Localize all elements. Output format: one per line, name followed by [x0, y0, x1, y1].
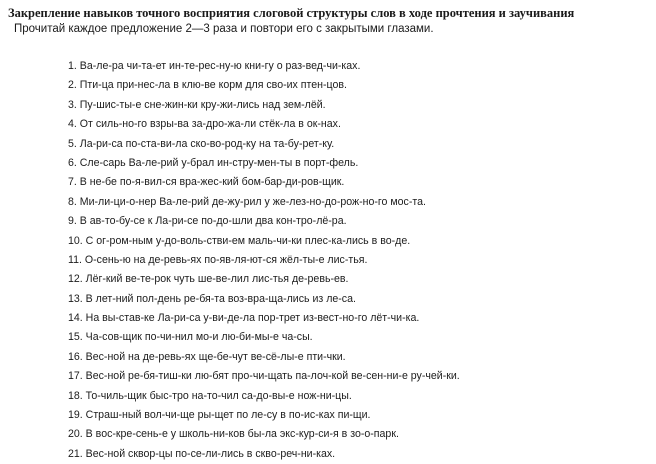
item-text: Вес-ной на де-ревь-ях ще-бе-чут ве-сё-лы-е пти-чки.: [85, 350, 346, 363]
item-number: 18.: [68, 389, 86, 402]
list-item: [68, 135, 460, 154]
item-text: На вы-став-ке Ла-ри-са у-ви-де-ла пор-трет из-вест-но-го лёт-чи-ка.: [85, 312, 420, 325]
list-item: [68, 309, 460, 328]
item-text: О-сень-ю на де-ревь-ях по-яв-ля-ют-ся жёл-ты-е лис-тья.: [84, 253, 368, 266]
item-text: В не-бе по-я-вил-ся вра-жес-кий бом-бар-ди-ров-щик.: [79, 176, 345, 189]
item-number: 11.: [68, 253, 85, 266]
list-item: [68, 348, 460, 367]
item-number: 1.: [68, 60, 80, 72]
list-item: [68, 445, 460, 464]
item-number: 17.: [68, 370, 86, 383]
list-item: [68, 193, 460, 212]
list-item: [68, 154, 460, 173]
item-text: От силь-но-го взры-ва за-дро-жа-ли стёк-ла в ок-нах.: [79, 118, 341, 131]
item-number: 10.: [68, 234, 86, 247]
list-item: [68, 367, 460, 386]
item-number: 15.: [68, 331, 86, 344]
item-text: С ог-ром-ным у-до-воль-стви-ем маль-чи-ки плес-ка-лись в во-де.: [85, 234, 411, 247]
list-item: [68, 173, 460, 192]
item-text: Пти-ца при-нес-ла в клю-ве корм для сво-их птен-цов.: [79, 79, 347, 92]
item-number: 2.: [68, 79, 80, 92]
item-text: Страш-ный вол-чи-ще ры-щет по ле-су в по-ис-ках пи-щи.: [85, 409, 371, 422]
list-item: [68, 57, 460, 76]
item-text: Ла-ри-са по-ста-ви-ла ско-во-род-ку на та-бу-рет-ку.: [79, 137, 335, 150]
list-item: [68, 76, 460, 95]
item-text: Вес-ной ре-бя-тиш-ки лю-бят про-чи-щать па-лоч-кой ве-сен-ни-е ру-чей-ки.: [85, 370, 460, 383]
item-text: Ча-сов-щик по-чи-нил мо-и лю-би-мы-е ча-сы.: [85, 331, 313, 344]
item-number: 21.: [68, 447, 86, 460]
list-item: [68, 212, 460, 231]
item-number: 5.: [68, 137, 80, 150]
item-text: Лёг-кий ве-те-рок чуть ше-ве-лил лис-тья де-ревь-ев.: [85, 273, 349, 286]
item-text: Ва-ле-ра чи-та-ет ин-те-рес-ну-ю кни-гу о раз-вед-чи-ках.: [79, 60, 361, 72]
item-number: 12.: [68, 273, 86, 286]
item-text: Вес-ной сквор-цы по-се-ли-лись в сквo-реч-ни-ках.: [85, 447, 336, 460]
list-item: [68, 96, 460, 115]
item-text: Пу-шис-ты-е сне-жин-ки кру-жи-лись над зем-лёй.: [79, 98, 326, 111]
item-number: 6.: [68, 156, 80, 169]
list-item: [68, 232, 460, 251]
item-number: 14.: [68, 312, 86, 325]
item-text: В лет-ний пол-день ре-бя-та воз-вра-ща-лись из ле-са.: [85, 292, 356, 305]
item-number: 9.: [68, 215, 80, 228]
list-item: [68, 270, 460, 289]
item-text: В ав-то-бу-се к Ла-ри-се по-до-шли два кон-тро-лё-ра.: [79, 215, 347, 228]
item-number: 3.: [68, 98, 80, 111]
list-item: [68, 290, 460, 309]
item-number: 8.: [68, 195, 80, 208]
sentence-list: [68, 57, 460, 464]
list-item: [68, 387, 460, 406]
item-text: В вос-кре-сень-е у школь-ни-ков бы-ла экс-кур-си-я в зо-о-парк.: [85, 428, 399, 441]
item-number: 16.: [68, 350, 86, 363]
list-item: [68, 328, 460, 347]
instruction-text: Прочитай каждое предложение 2—3 раза и повтори его с закрытыми глазами.: [14, 23, 434, 35]
item-text: Ми-ли-ци-о-нер Ва-ле-рий де-жу-рил у же-лез-но-до-рож-но-го мос-та.: [79, 195, 426, 208]
item-number: 19.: [68, 409, 86, 422]
list-item: [68, 425, 460, 444]
item-text: Сле-сарь Ва-ле-рий у-брал ин-стру-мен-ты в порт-фель.: [79, 156, 359, 169]
list-item: [68, 251, 460, 270]
item-number: 20.: [68, 428, 86, 441]
list-item: [68, 115, 460, 134]
item-number: 13.: [68, 292, 86, 305]
page-title: Закрепление навыков точного восприятия слоговой структуры слов в ходе прочтения и заучивания: [8, 6, 575, 20]
item-text: То-чиль-щик быс-тро на-то-чил са-до-вы-е нож-ни-цы.: [85, 389, 352, 402]
item-number: 7.: [68, 176, 80, 189]
item-number: 4.: [68, 118, 80, 131]
list-item: [68, 406, 460, 425]
